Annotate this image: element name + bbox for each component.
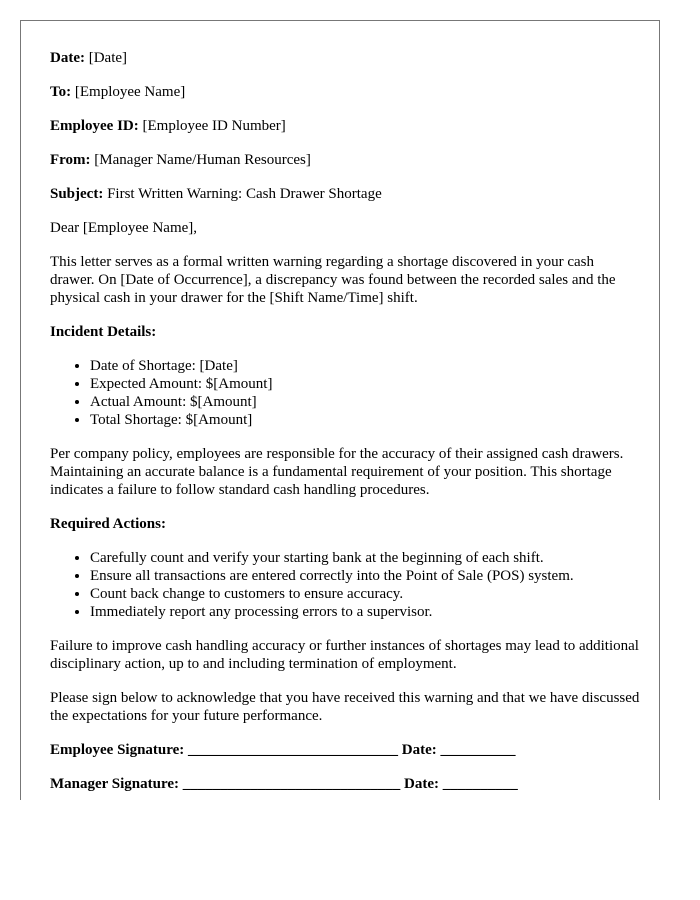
employee-id-value: [Employee ID Number]: [142, 118, 286, 134]
list-item: • Ensure all transactions are entered correctly into the Point of Sale (POS) system.: [90, 567, 640, 585]
employee-id-label: Employee ID:: [50, 118, 139, 134]
actions-heading-text: Required Actions:: [50, 516, 166, 532]
from-line: [50, 151, 640, 169]
acknowledge-paragraph: Please sign below to acknowledge that you have received this warning and that we have discussed the expectations for your future performance.: [50, 690, 640, 724]
employee-id-line: [50, 117, 640, 135]
subject-label: Subject:: [50, 186, 104, 202]
letter-page: [20, 20, 660, 800]
date-value: [Date]: [88, 50, 128, 66]
from-value: [Manager Name/Human Resources]: [94, 152, 311, 168]
manager-signature-line: Manager Signature: _____________________________ Date: __________: [50, 776, 518, 792]
subject-value: First Written Warning: Cash Drawer Shortage: [107, 186, 382, 202]
greeting: Dear [Employee Name],: [50, 220, 198, 236]
list-item: • Total Shortage: $[Amount]: [90, 411, 640, 429]
to-line: [50, 83, 640, 101]
list-item: • Actual Amount: $[Amount]: [90, 393, 640, 411]
intro-paragraph: This letter serves as a formal written warning regarding a shortage discovered in your cash drawer. On [Date of Occurrence], a discrepancy was found between the recorded sales and the physical cash in your drawer for the [Shift Name/Time] shift.: [50, 254, 616, 306]
date-label: Date:: [50, 50, 85, 66]
incident-heading-text: Incident Details:: [50, 324, 157, 340]
actions-heading: [50, 515, 640, 533]
subject-line: [50, 185, 640, 203]
actions-list: [50, 549, 640, 621]
list-item: • Date of Shortage: [Date]: [90, 357, 640, 375]
list-item: • Expected Amount: $[Amount]: [90, 375, 640, 393]
to-value: [Employee Name]: [74, 84, 186, 100]
list-item: • Carefully count and verify your starting bank at the beginning of each shift.: [90, 549, 640, 567]
list-item: • Count back change to customers to ensure accuracy.: [90, 585, 640, 603]
from-label: From:: [50, 152, 91, 168]
policy-paragraph: Per company policy, employees are responsible for the accuracy of their assigned cash drawers. Maintaining an accurate balance is a fundamental requirement of your position. This shortage indicates a failure to follow standard cash handling procedures.: [50, 446, 624, 498]
employee-signature-line: Employee Signature: ____________________________ Date: __________: [50, 742, 516, 758]
consequence-paragraph: Failure to improve cash handling accuracy or further instances of shortages may lead to additional disciplinary action, up to and including termination of employment.: [50, 638, 639, 672]
incident-list: [50, 357, 640, 429]
list-item: • Immediately report any processing errors to a supervisor.: [90, 603, 640, 621]
letter-content: [50, 49, 640, 809]
incident-heading: [50, 323, 640, 341]
to-label: To:: [50, 84, 72, 100]
date-line: [50, 49, 640, 67]
